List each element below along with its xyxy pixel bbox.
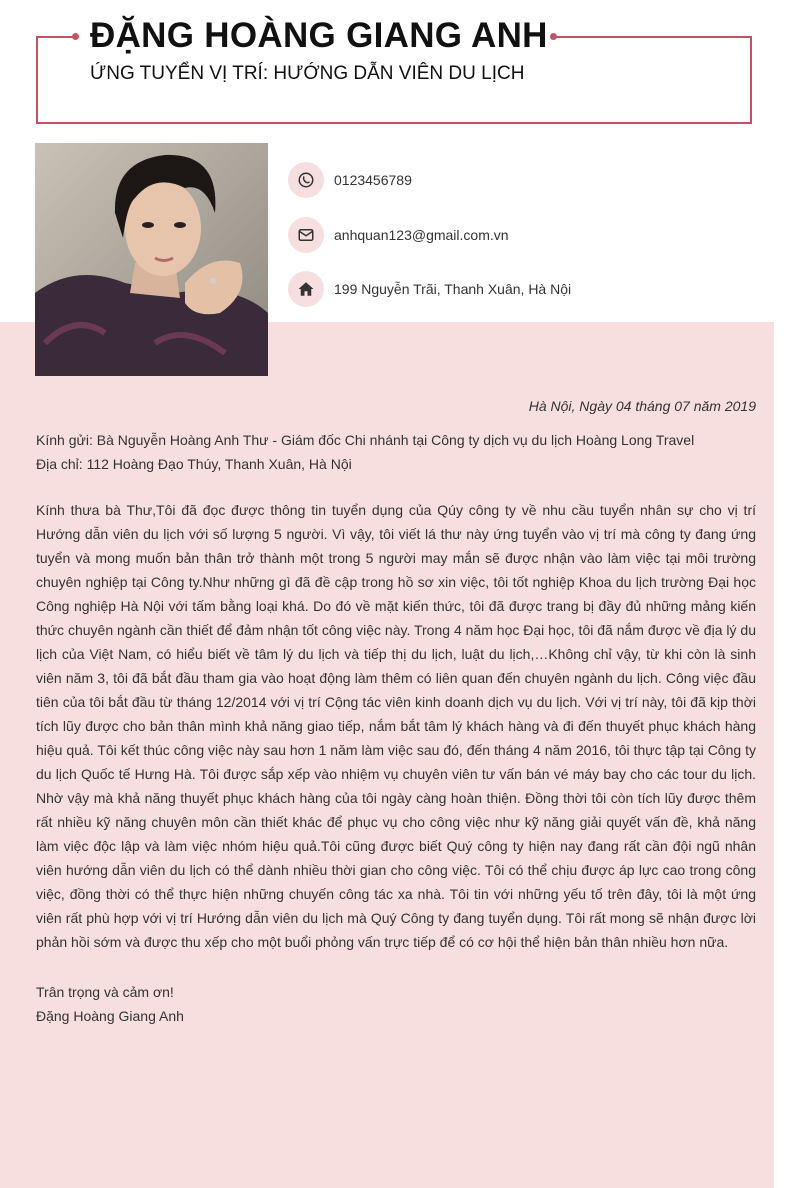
signature: Đặng Hoàng Giang Anh [36, 1008, 184, 1024]
header-frame-top-right [554, 36, 752, 38]
envelope-icon [288, 217, 324, 253]
header-dot-left [72, 33, 79, 40]
profile-photo [35, 143, 268, 376]
portrait-illustration [35, 143, 268, 376]
contact-email [288, 217, 509, 253]
phone-number: 0123456789 [334, 172, 412, 188]
home-address: 199 Nguyễn Trãi, Thanh Xuân, Hà Nội [334, 281, 572, 297]
whatsapp-icon [288, 162, 324, 198]
recipient-block [36, 428, 694, 476]
email-address: anhquan123@gmail.com.vn [334, 227, 509, 243]
home-icon [288, 271, 324, 307]
recipient-line: Kính gửi: Bà Nguyễn Hoàng Anh Thư - Giám đốc Chi nhánh tại Công ty dịch vụ du lịch Hoàng Long Travel [36, 432, 695, 448]
contact-phone [288, 162, 412, 198]
recipient-address: Địa chỉ: 112 Hoàng Đạo Thúy, Thanh Xuân, Hà Nội [36, 456, 352, 472]
candidate-name: ĐẶNG HOÀNG GIANG ANH [90, 16, 548, 55]
header-dot-right [550, 33, 557, 40]
contact-address [288, 271, 571, 307]
closing-block [36, 980, 184, 1028]
closing-line: Trân trọng và cảm ơn! [36, 984, 174, 1000]
letter-date: Hà Nội, Ngày 04 tháng 07 năm 2019 [528, 398, 756, 414]
header-frame-top-left [36, 36, 76, 38]
letter-body: Kính thưa bà Thư,Tôi đã đọc được thông tin tuyển dụng của Qúy công ty về nhu cầu tuyển nhân sự cho vị trí Hướng dẫn viên du lịch với số lượng 5 người. Vì vậy, tôi viết lá thư này ứng tuyển vào vị trí mà công ty đang ứng tuyển và mong muốn bản thân trở thành một trong 5 người may mắn sẽ được nhận vào làm việc tại môi trường chuyên nghiệp tại Công ty.Như những gì đã đề cập trong hồ sơ xin việc, tôi tốt nghiệp Khoa du lịch trường Đại học Công nghiệp Hà Nội với tấm bằng loại khá. Do đó về mặt kiến thức, tôi đã được trang bị đầy đủ những mảng kiến thức chuyên ngành cần thiết để đảm nhận tốt công việc này. Trong 4 năm học Đại học, tôi đã nắm được về địa lý du lịch của Việt Nam, có hiểu biết về tâm lý du lịch và tiếp thị du lịch, luật du lịch,…Không chỉ vậy, từ khi còn là sinh viên năm 3, tôi đã bắt đầu tham gia vào hoạt động làm thêm có liên quan đến chuyên ngành du lịch. Công việc đầu tiên của tôi bắt đầu từ tháng 12/2014 với vị trí Cộng tác viên kinh doanh dịch vụ du lịch. Với vị trí này, tôi đã kịp thời tích lũy được cho bản thân mình khả năng giao tiếp, nắm bắt tâm lý khách hàng và đi đến thuyết phục khách hàng hiệu quả. Tôi kết thúc công việc này sau hơn 1 năm làm việc sau đó, đến tháng 4 năm 2016, tôi thực tập tại Công ty du lịch Quốc tế Hưng Hà. Tôi được sắp xếp vào nhiệm vụ chuyên viên tư vấn bán vé máy bay cho các tour du lịch. Nhờ vậy mà khả năng thuyết phục khách hàng của tôi ngày càng hoàn thiện. Đồng thời tôi còn tích lũy được thêm rất nhiều kỹ năng chuyên môn cần thiết khác để phục vụ cho công việc như kỹ năng giải quyết vấn đề, khả năng làm việc độc lập và làm việc nhóm hiệu quả.Tôi cũng được biết Quý công ty hiện nay đang rất cần đội ngũ nhân viên hướng dẫn viên du lịch có thể dành nhiều thời gian cho công việc. Tôi có thể chịu được áp lực cao trong công việc, đồng thời có thể thực hiện những chuyến công tác xa nhà. Tôi tin với những yếu tố trên đây, tôi là một ứng viên rất phù hợp với vị trí Hướng dẫn viên du lịch mà Quý Công ty đang tuyển dụng. Tôi rất mong sẽ nhận được lời phản hồi sớm và được thu xếp cho một buổi phỏng vấn trực tiếp để có cơ hội thể hiện bản thân nhiều hơn nữa. [36, 502, 756, 950]
applied-position: ỨNG TUYỂN VỊ TRÍ: HƯỚNG DẪN VIÊN DU LỊCH [90, 63, 525, 84]
